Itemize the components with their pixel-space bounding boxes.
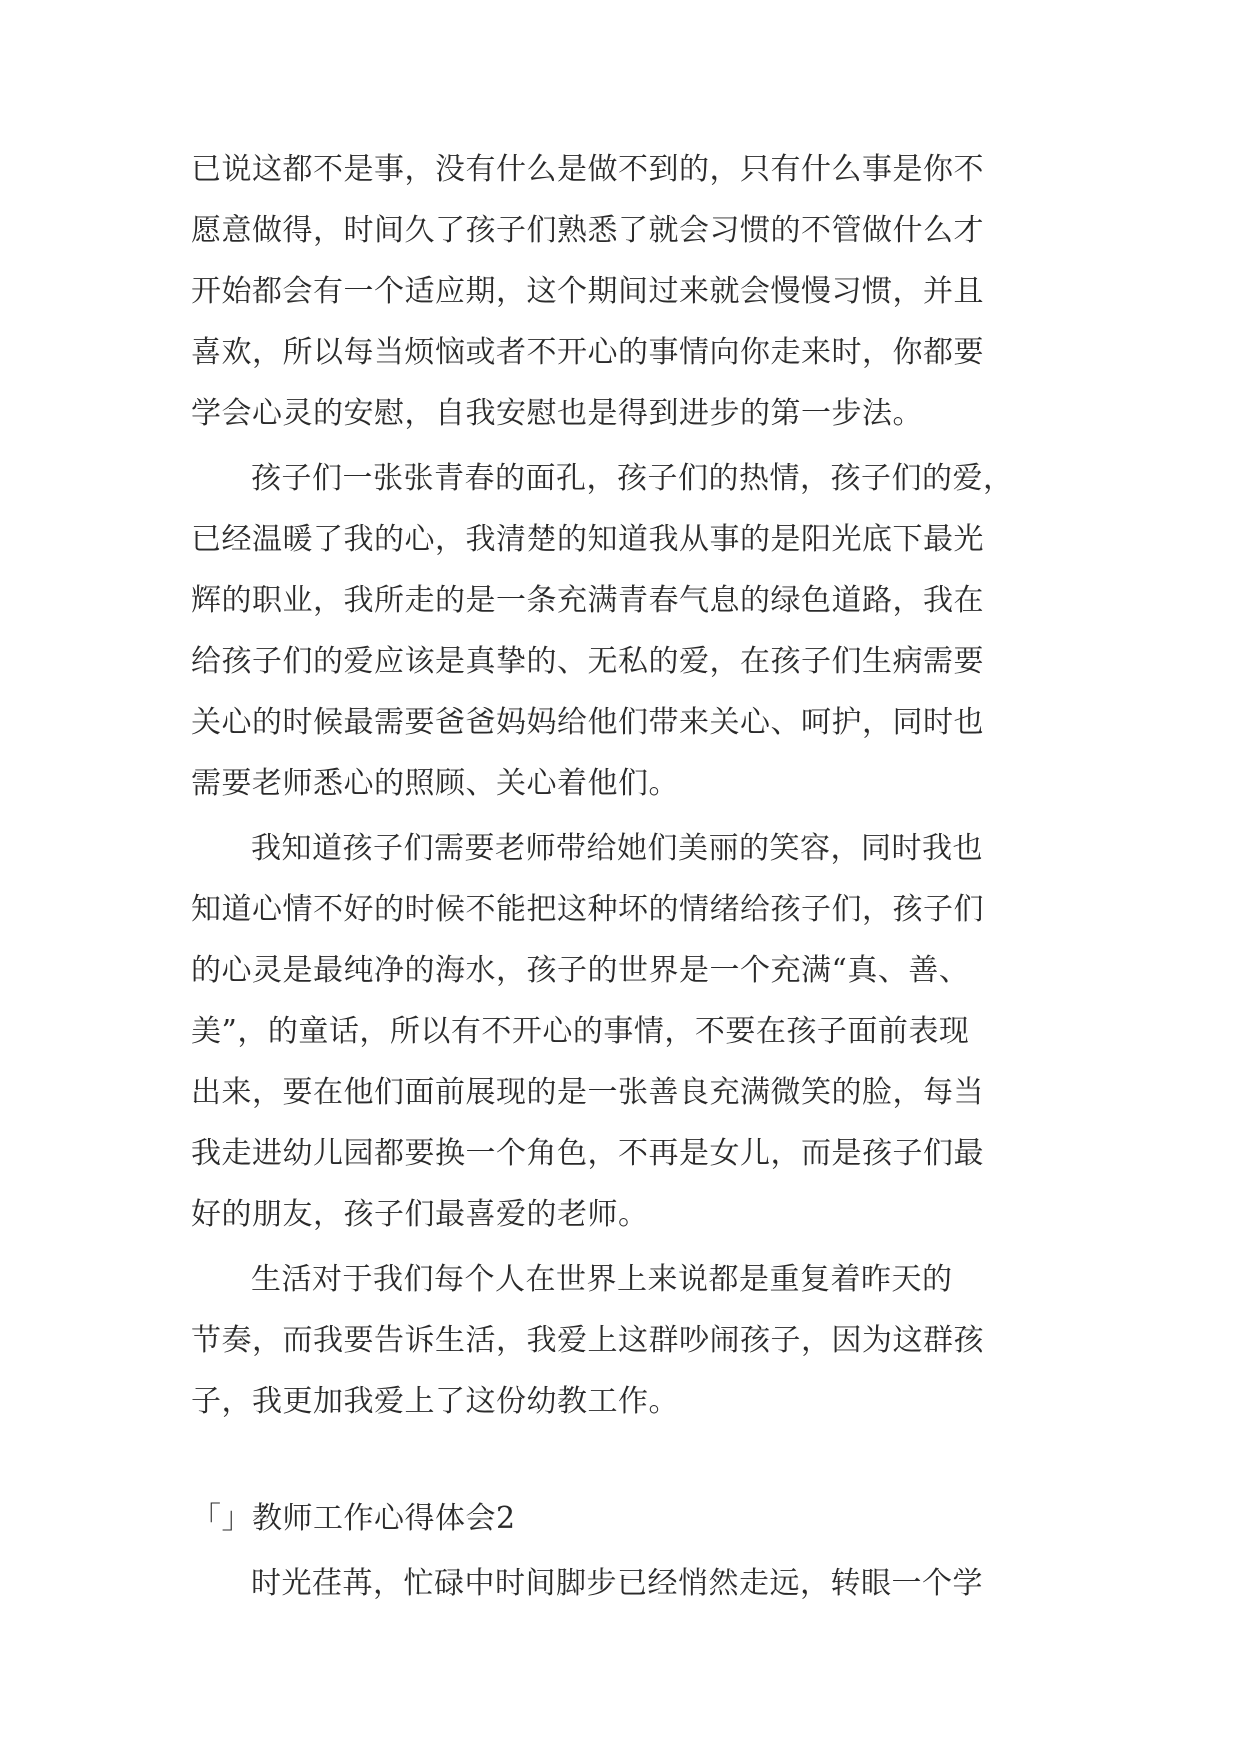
text-line: 给孩子们的爱应该是真挚的、无私的爱，在孩子们生病需要 [191,644,984,679]
text-line: 已经温暖了我的心，我清楚的知道我从事的是阳光底下最光 [191,522,984,557]
text-line: 需要老师悉心的照顾、关心着他们。 [191,766,679,801]
text-line: 辉的职业，我所走的是一条充满青春气息的绿色道路，我在 [191,583,984,618]
text-line: 开始都会有一个适应期，这个期间过来就会慢慢习惯，并且 [191,274,984,309]
text-line: 子，我更加我爱上了这份幼教工作。 [191,1384,679,1419]
text-line: 喜欢，所以每当烦恼或者不开心的事情向你走来时，你都要 [191,335,984,370]
text-line: 关心的时候最需要爸爸妈妈给他们带来关心、呵护，同时也 [191,705,984,740]
text-line: 知道心情不好的时候不能把这种坏的情绪给孩子们，孩子们 [191,892,984,927]
paragraph-start-line: 时光荏苒，忙碌中时间脚步已经悄然走远，转眼一个学 [251,1566,983,1601]
text-line: 已说这都不是事，没有什么是做不到的，只有什么事是你不 [191,152,984,187]
text-line: 我走进幼儿园都要换一个角色，不再是女儿，而是孩子们最 [191,1136,984,1171]
paragraph-start-line: 我知道孩子们需要老师带给她们美丽的笑容，同时我也 [251,831,983,866]
text-line: 的心灵是最纯净的海水，孩子的世界是一个充满“真、善、 [191,953,970,988]
text-line: 出来，要在他们面前展现的是一张善良充满微笑的脸，每当 [191,1075,984,1110]
text-line: 节奏，而我要告诉生活，我爱上这群吵闹孩子，因为这群孩 [191,1323,984,1358]
text-line: 好的朋友，孩子们最喜爱的老师。 [191,1197,649,1232]
paragraph-start-line: 孩子们一张张青春的面孔，孩子们的热情，孩子们的爱， [251,461,1014,496]
text-line: 学会心灵的安慰，自我安慰也是得到进步的第一步法。 [191,396,923,431]
text-line: 美”，的童话，所以有不开心的事情，不要在孩子面前表现 [191,1014,970,1049]
section-heading: 「」教师工作心得体会2 [191,1501,516,1536]
text-line: 愿意做得，时间久了孩子们熟悉了就会习惯的不管做什么才 [191,213,984,248]
paragraph-start-line: 生活对于我们每个人在世界上来说都是重复着昨天的 [251,1262,953,1297]
